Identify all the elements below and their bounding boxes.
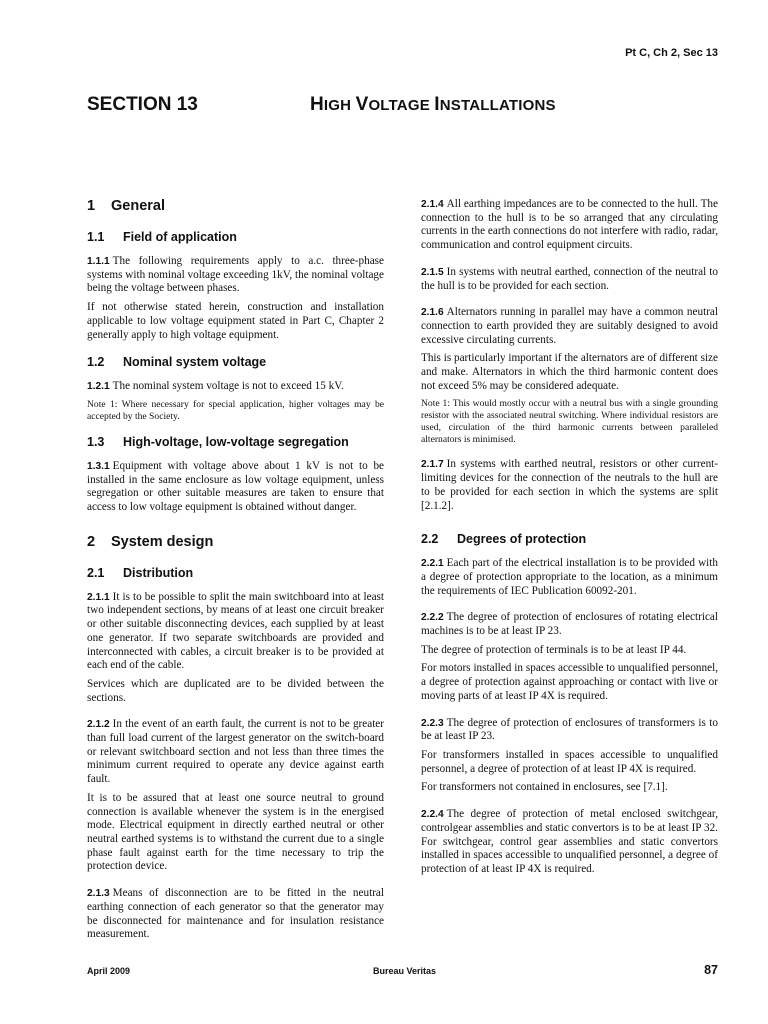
- paragraph: [421, 717, 718, 744]
- heading-text: Field of application: [123, 230, 237, 244]
- paragraph: [87, 255, 384, 296]
- paragraph: [87, 792, 384, 874]
- paragraph: [421, 352, 718, 393]
- heading-level-2: [87, 566, 384, 580]
- paragraph: [421, 306, 718, 347]
- heading-number: 1.3: [87, 434, 105, 449]
- section-title: [310, 94, 556, 116]
- heading-number: 2.2: [421, 532, 439, 547]
- page-header-reference: Pt C, Ch 2, Sec 13: [625, 47, 718, 59]
- spacer: [87, 710, 384, 718]
- heading-level-1: [87, 198, 384, 214]
- paragraph-number: 2.1.5: [421, 266, 444, 278]
- heading-number: 1: [87, 198, 96, 214]
- heading-text: General: [111, 198, 165, 214]
- heading-level-2: [87, 230, 384, 244]
- heading-level-2: [87, 355, 384, 369]
- paragraph: [421, 458, 718, 513]
- heading-text: Distribution: [123, 565, 194, 580]
- spacer: [421, 298, 718, 306]
- paragraph-number: 1.2.1: [87, 381, 110, 393]
- paragraph-text: Each part of the electrical installation is to be provided with a degree of protection appropriate to the location, as a minimum the requirements of IEC Publication 60092-201.: [421, 557, 718, 597]
- spacer: [87, 879, 384, 887]
- section-title-part: IGH: [323, 97, 356, 114]
- paragraph: [421, 781, 718, 795]
- spacer: [421, 603, 718, 611]
- section-title-part: I: [434, 94, 440, 115]
- spacer: [87, 520, 384, 534]
- paragraph-text: For motors installed in spaces accessible to unqualified personnel, a degree of protection against approaching or contact with live or moving parts of at least IP 4X is required.: [421, 662, 718, 702]
- paragraph-number: 2.1.3: [87, 888, 110, 900]
- paragraph-text: If not otherwise stated herein, construction and installation applicable to low voltage equipment stated in Part C, Chapter 2 generally apply to high voltage equipment.: [87, 301, 384, 341]
- heading-number: 2.1: [87, 565, 105, 580]
- footer-date: April 2009: [87, 966, 131, 976]
- spacer: [421, 258, 718, 266]
- heading-text: High-voltage, low-voltage segregation: [123, 434, 349, 449]
- section-title-part: NSTALLATIONS: [439, 97, 556, 114]
- spacer: [87, 347, 384, 355]
- paragraph-text: For transformers not contained in enclosures, see [7.1].: [421, 781, 668, 794]
- paragraph: [421, 611, 718, 638]
- paragraph-number: 2.2.2: [421, 612, 444, 624]
- paragraph-number: 2.2.4: [421, 809, 444, 821]
- paragraph-text: In systems with earthed neutral, resistors or other current-limiting devices for the connection of the neutrals to the hull are to be provided for each section in which the systems are split [2.1.2].: [421, 458, 718, 512]
- paragraph-number: 2.2.1: [421, 558, 444, 570]
- paragraph-number: 2.1.4: [421, 199, 444, 210]
- paragraph-text: Equipment with voltage above about 1 kV is not to be installed in the same enclosure as low voltage equipment, unless segregation or other suitable measures are taken to ensure that access to low voltage equipment is obtained without danger.: [87, 459, 384, 514]
- paragraph-text: It is to be possible to split the main switchboard into at least two independent sections, by means of at least one circuit breaker or other suitable disconnecting devices, each supplied by at least one generator. If two separate switchboards are provided and interconnected with cables, a circuit breaker is to be provided at each end of the cable.: [87, 590, 384, 672]
- paragraph-text: The degree of protection of enclosures of rotating electrical machines is to be at least IP 23.: [421, 611, 718, 638]
- paragraph: [87, 718, 384, 787]
- heading-text: System design: [111, 533, 214, 550]
- heading-level-1: [87, 534, 384, 550]
- section-title-part: OLTAGE: [368, 97, 435, 114]
- heading-number: 2: [87, 533, 96, 550]
- paragraph: [87, 887, 384, 942]
- note: Note 1: Where necessary for special application, higher voltages may be accepted by the Society.: [87, 398, 384, 422]
- paragraph-text: Means of disconnection are to be fitted in the neutral earthing connection of each generator so that the generator may be disconnected for maintenance and for insulation resistance measurement.: [87, 887, 384, 941]
- paragraph-text: It is to be assured that at least one source neutral to ground connection is available whenever the system is in the energised mode. Electrical equipment in directly earthed neutral or other neutral earthed systems is to withstand the current due to a single phase fault against earth for the time necessary to trip the protection device.: [87, 791, 384, 873]
- paragraph-text: In systems with neutral earthed, connection of the neutral to the hull is to be provided for each section.: [421, 265, 718, 292]
- footer-page-number: 87: [704, 963, 718, 977]
- paragraph-text: The nominal system voltage is not to exceed 15 kV.: [112, 380, 344, 393]
- paragraph-text: All earthing impedances are to be connected to the hull. The connection to the hull is to be so arranged that any circulating currents in the earth connections do not interfere with radio, radar, communication and control equipment circuits.: [421, 198, 718, 252]
- paragraph: [421, 266, 718, 293]
- paragraph: [421, 198, 718, 253]
- section-title-part: H: [310, 94, 324, 115]
- right-column: [421, 198, 718, 882]
- paragraph-number: 2.1.1: [87, 591, 110, 603]
- heading-text: Degrees of protection: [457, 532, 587, 547]
- paragraph-number: 1.3.1: [87, 460, 110, 472]
- heading-level-2: [421, 532, 718, 546]
- section-title-part: V: [355, 94, 369, 115]
- spacer: [421, 800, 718, 808]
- section-number: SECTION 13: [87, 94, 198, 115]
- paragraph: [87, 678, 384, 705]
- paragraph: [421, 662, 718, 703]
- paragraph-text: Alternators running in parallel may have a common neutral connection to earth provided they are suitably designed to avoid excessive circulating currents.: [421, 306, 718, 346]
- paragraph: [421, 557, 718, 598]
- paragraph: [87, 301, 384, 342]
- paragraph-text: The following requirements apply to a.c. three-phase systems with nominal voltage exceeding 1kV, the nominal voltage being the voltage between phases.: [87, 255, 384, 295]
- spacer: [421, 518, 718, 532]
- left-column: [87, 198, 384, 947]
- heading-level-2: [87, 435, 384, 449]
- paragraph-text: The degree of protection of enclosures of transformers is to be at least IP 23.: [421, 716, 718, 743]
- paragraph: [87, 460, 384, 515]
- paragraph: [421, 749, 718, 776]
- paragraph: [87, 591, 384, 673]
- paragraph: [421, 808, 718, 877]
- footer-publisher: Bureau Veritas: [373, 966, 437, 976]
- paragraph-text: Services which are duplicated are to be divided between the sections.: [87, 677, 384, 704]
- note: Note 1: This would mostly occur with a neutral bus with a single grounding resistor with the associated neutral switching. Where individual resistors are used, circulation of the third harmonic currents between paralleled alternators is minimised.: [421, 398, 718, 446]
- heading-number: 1.2: [87, 355, 105, 370]
- paragraph-text: The degree of protection of metal enclosed switchgear, controlgear assemblies and static convertors is to be at least IP 32. For switchgear, control gear assemblies and static convertors installed in spaces accessible to unqualified personnel, a degree of protection of at least IP 4X is required.: [421, 808, 718, 875]
- paragraph-number: 2.1.7: [421, 459, 444, 471]
- heading-number: 1.1: [87, 230, 105, 244]
- paragraph-number: 1.1.1: [87, 256, 110, 267]
- paragraph-number: 2.1.2: [87, 719, 110, 731]
- paragraph-number: 2.2.3: [421, 717, 444, 729]
- paragraph-text: In the event of an earth fault, the current is not to be greater than full load current of the largest generator on the switch-board or relevant switchboard section and not less than three times the minimum current required to operate any device against earth fault.: [87, 718, 384, 786]
- paragraph: [421, 644, 718, 658]
- paragraph-number: 2.1.6: [421, 307, 444, 319]
- heading-text: Nominal system voltage: [123, 355, 267, 370]
- paragraph: [87, 380, 384, 394]
- paragraph-text: For transformers installed in spaces accessible to unqualified personnel, a degree of protection of at least IP 4X is required.: [421, 748, 718, 775]
- paragraph-text: The degree of protection of terminals is to be at least IP 44.: [421, 643, 687, 656]
- spacer: [421, 709, 718, 717]
- paragraph-text: This is particularly important if the alternators are of different size and make. Alternators in which the third harmonic content does not exceed 5% may be considered adequate.: [421, 352, 718, 392]
